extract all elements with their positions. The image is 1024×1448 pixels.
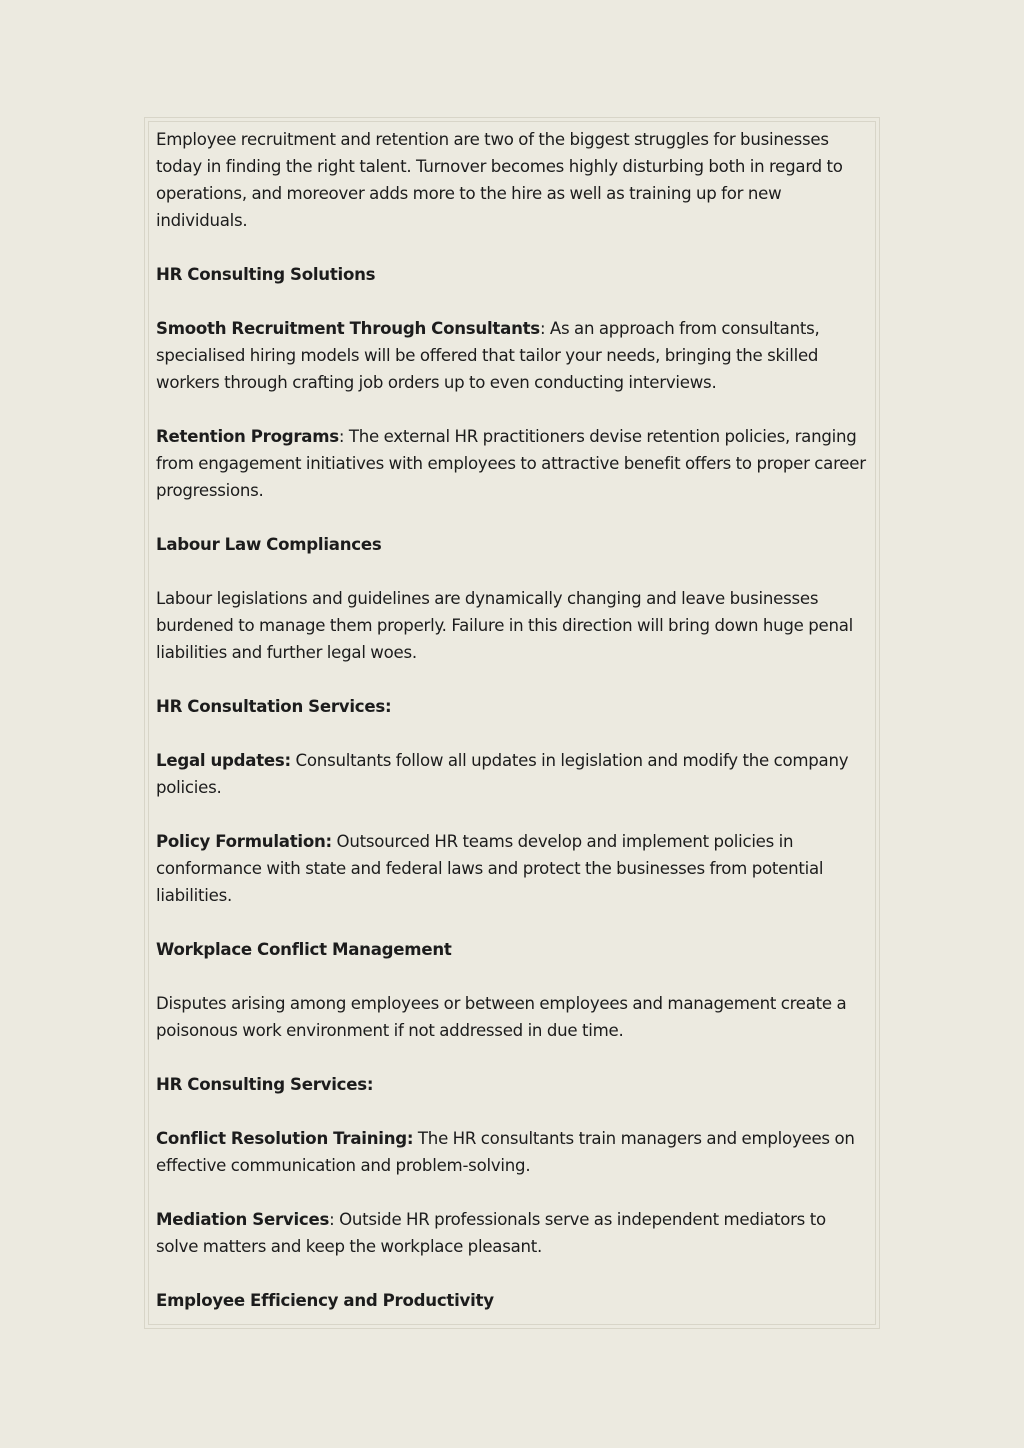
paragraph-conflict-body: Disputes arising among employees or between employees and management create a poisonous work environment if not addressed in due time.	[156, 994, 847, 1040]
term-retention-programs: Retention Programs	[156, 427, 339, 446]
term-conflict-resolution-training: Conflict Resolution Training:	[156, 1129, 414, 1148]
subheading-hr-consulting-services: HR Consulting Services:	[156, 1075, 374, 1094]
heading-workplace-conflict-management: Workplace Conflict Management	[156, 940, 452, 959]
text-mediation-services: : Outside HR professionals serve as independent mediators to solve matters and keep the workplace pleasant.	[156, 1210, 826, 1256]
text-legal-updates: Consultants follow all updates in legislation and modify the company policies.	[156, 751, 849, 797]
text-smooth-recruitment: : As an approach from consultants, specialised hiring models will be offered that tailor your needs, bringing the skilled workers through crafting job orders up to even conducting interviews.	[156, 319, 820, 392]
document-frame	[144, 117, 880, 1329]
text-retention-programs: : The external HR practitioners devise retention policies, ranging from engagement initiatives with employees to attractive benefit offers to proper career progressions.	[156, 427, 866, 500]
paragraph-conflict-resolution-training	[156, 1125, 868, 1179]
subheading-hr-consultation-services: HR Consultation Services:	[156, 697, 392, 716]
term-mediation-services: Mediation Services	[156, 1210, 330, 1229]
paragraph-mediation-services	[156, 1206, 868, 1260]
text-conflict-resolution-training: The HR consultants train managers and employees on effective communication and problem-solving.	[156, 1129, 855, 1175]
term-policy-formulation: Policy Formulation:	[156, 832, 332, 851]
paragraph-legal-updates	[156, 747, 868, 801]
paragraph-smooth-recruitment	[156, 315, 868, 396]
document-content	[148, 121, 876, 1325]
term-legal-updates: Legal updates:	[156, 751, 291, 770]
heading-employee-efficiency: Employee Efficiency and Productivity	[156, 1291, 494, 1310]
text-policy-formulation: Outsourced HR teams develop and implement policies in conformance with state and federal laws and protect the businesses from potential liabilities.	[156, 832, 824, 905]
paragraph-retention-programs	[156, 423, 868, 504]
heading-hr-consulting-solutions: HR Consulting Solutions	[156, 265, 376, 284]
paragraph-policy-formulation	[156, 828, 868, 909]
term-smooth-recruitment: Smooth Recruitment Through Consultants	[156, 319, 540, 338]
intro-paragraph: Employee recruitment and retention are two of the biggest struggles for businesses today in finding the right talent. Turnover becomes highly disturbing both in regard to operations, and moreover adds more to the hire as well as training up for new individuals.	[156, 130, 843, 230]
paragraph-labour-law-body: Labour legislations and guidelines are dynamically changing and leave businesses burdened to manage them properly. Failure in this direction will bring down huge penal liabilities and further legal woes.	[156, 589, 854, 662]
heading-labour-law-compliances: Labour Law Compliances	[156, 535, 382, 554]
